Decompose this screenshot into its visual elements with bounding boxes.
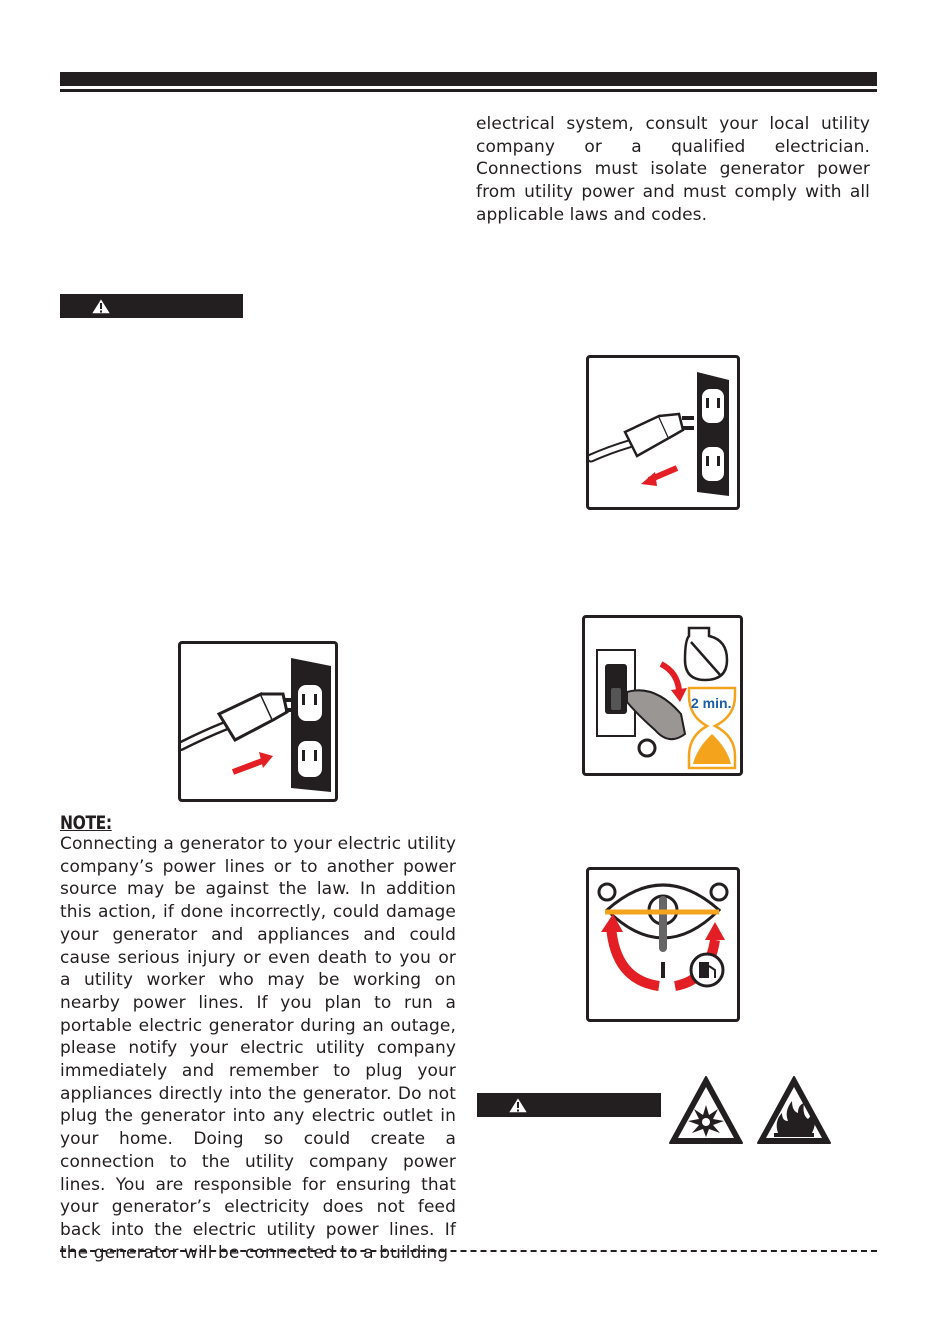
note-body: Connecting a generator to your electric utility company’s power lines or to another power source may be against the law. In addition this action, if done incorrectly, could damage your generator and appliances and could cause serious injury or even death to you or a utility worker who may be working on nearby power lines. If you plan to run a portable electric generator during an outage, please notify your electric utility company immediately and remember to plug your appliances directly into the generator. Do not plug the generator into any electric outlet in your home. Doing so could create a connection to the utility company power lines. You are responsible for ensuring that your generator’s electricity does not feed back into the electric utility power lines. If the generator will be connected to a building [60,834,456,1263]
switch-off-wait-figure [582,615,743,776]
plug-in-outlet-figure [178,641,338,802]
header-bar [60,72,877,86]
footer-rule [60,1250,877,1252]
fuel-valve-illustration [589,870,737,1019]
unplug-outlet-illustration [589,358,737,507]
switch-off-wait-illustration [585,618,740,773]
note-body-continued: electrical system, consult your local utility company or a qualified electrician. Connections must isolate generator power from utility power and must comply with all applicable laws and codes. [476,114,870,225]
warning-triangle-icon [90,297,112,315]
warning-banner [60,294,243,318]
header-rule [60,89,877,92]
unplug-outlet-figure [586,355,740,510]
fuel-valve-figure [586,867,740,1022]
plug-in-outlet-illustration [181,644,335,799]
note-heading: NOTE: [60,812,112,834]
warning-triangle-icon [507,1096,529,1114]
fire-hazard-icon [756,1075,832,1145]
timer-label: 2 min. [691,695,732,711]
warning-banner [477,1093,661,1117]
explosion-hazard-icon [668,1075,744,1145]
